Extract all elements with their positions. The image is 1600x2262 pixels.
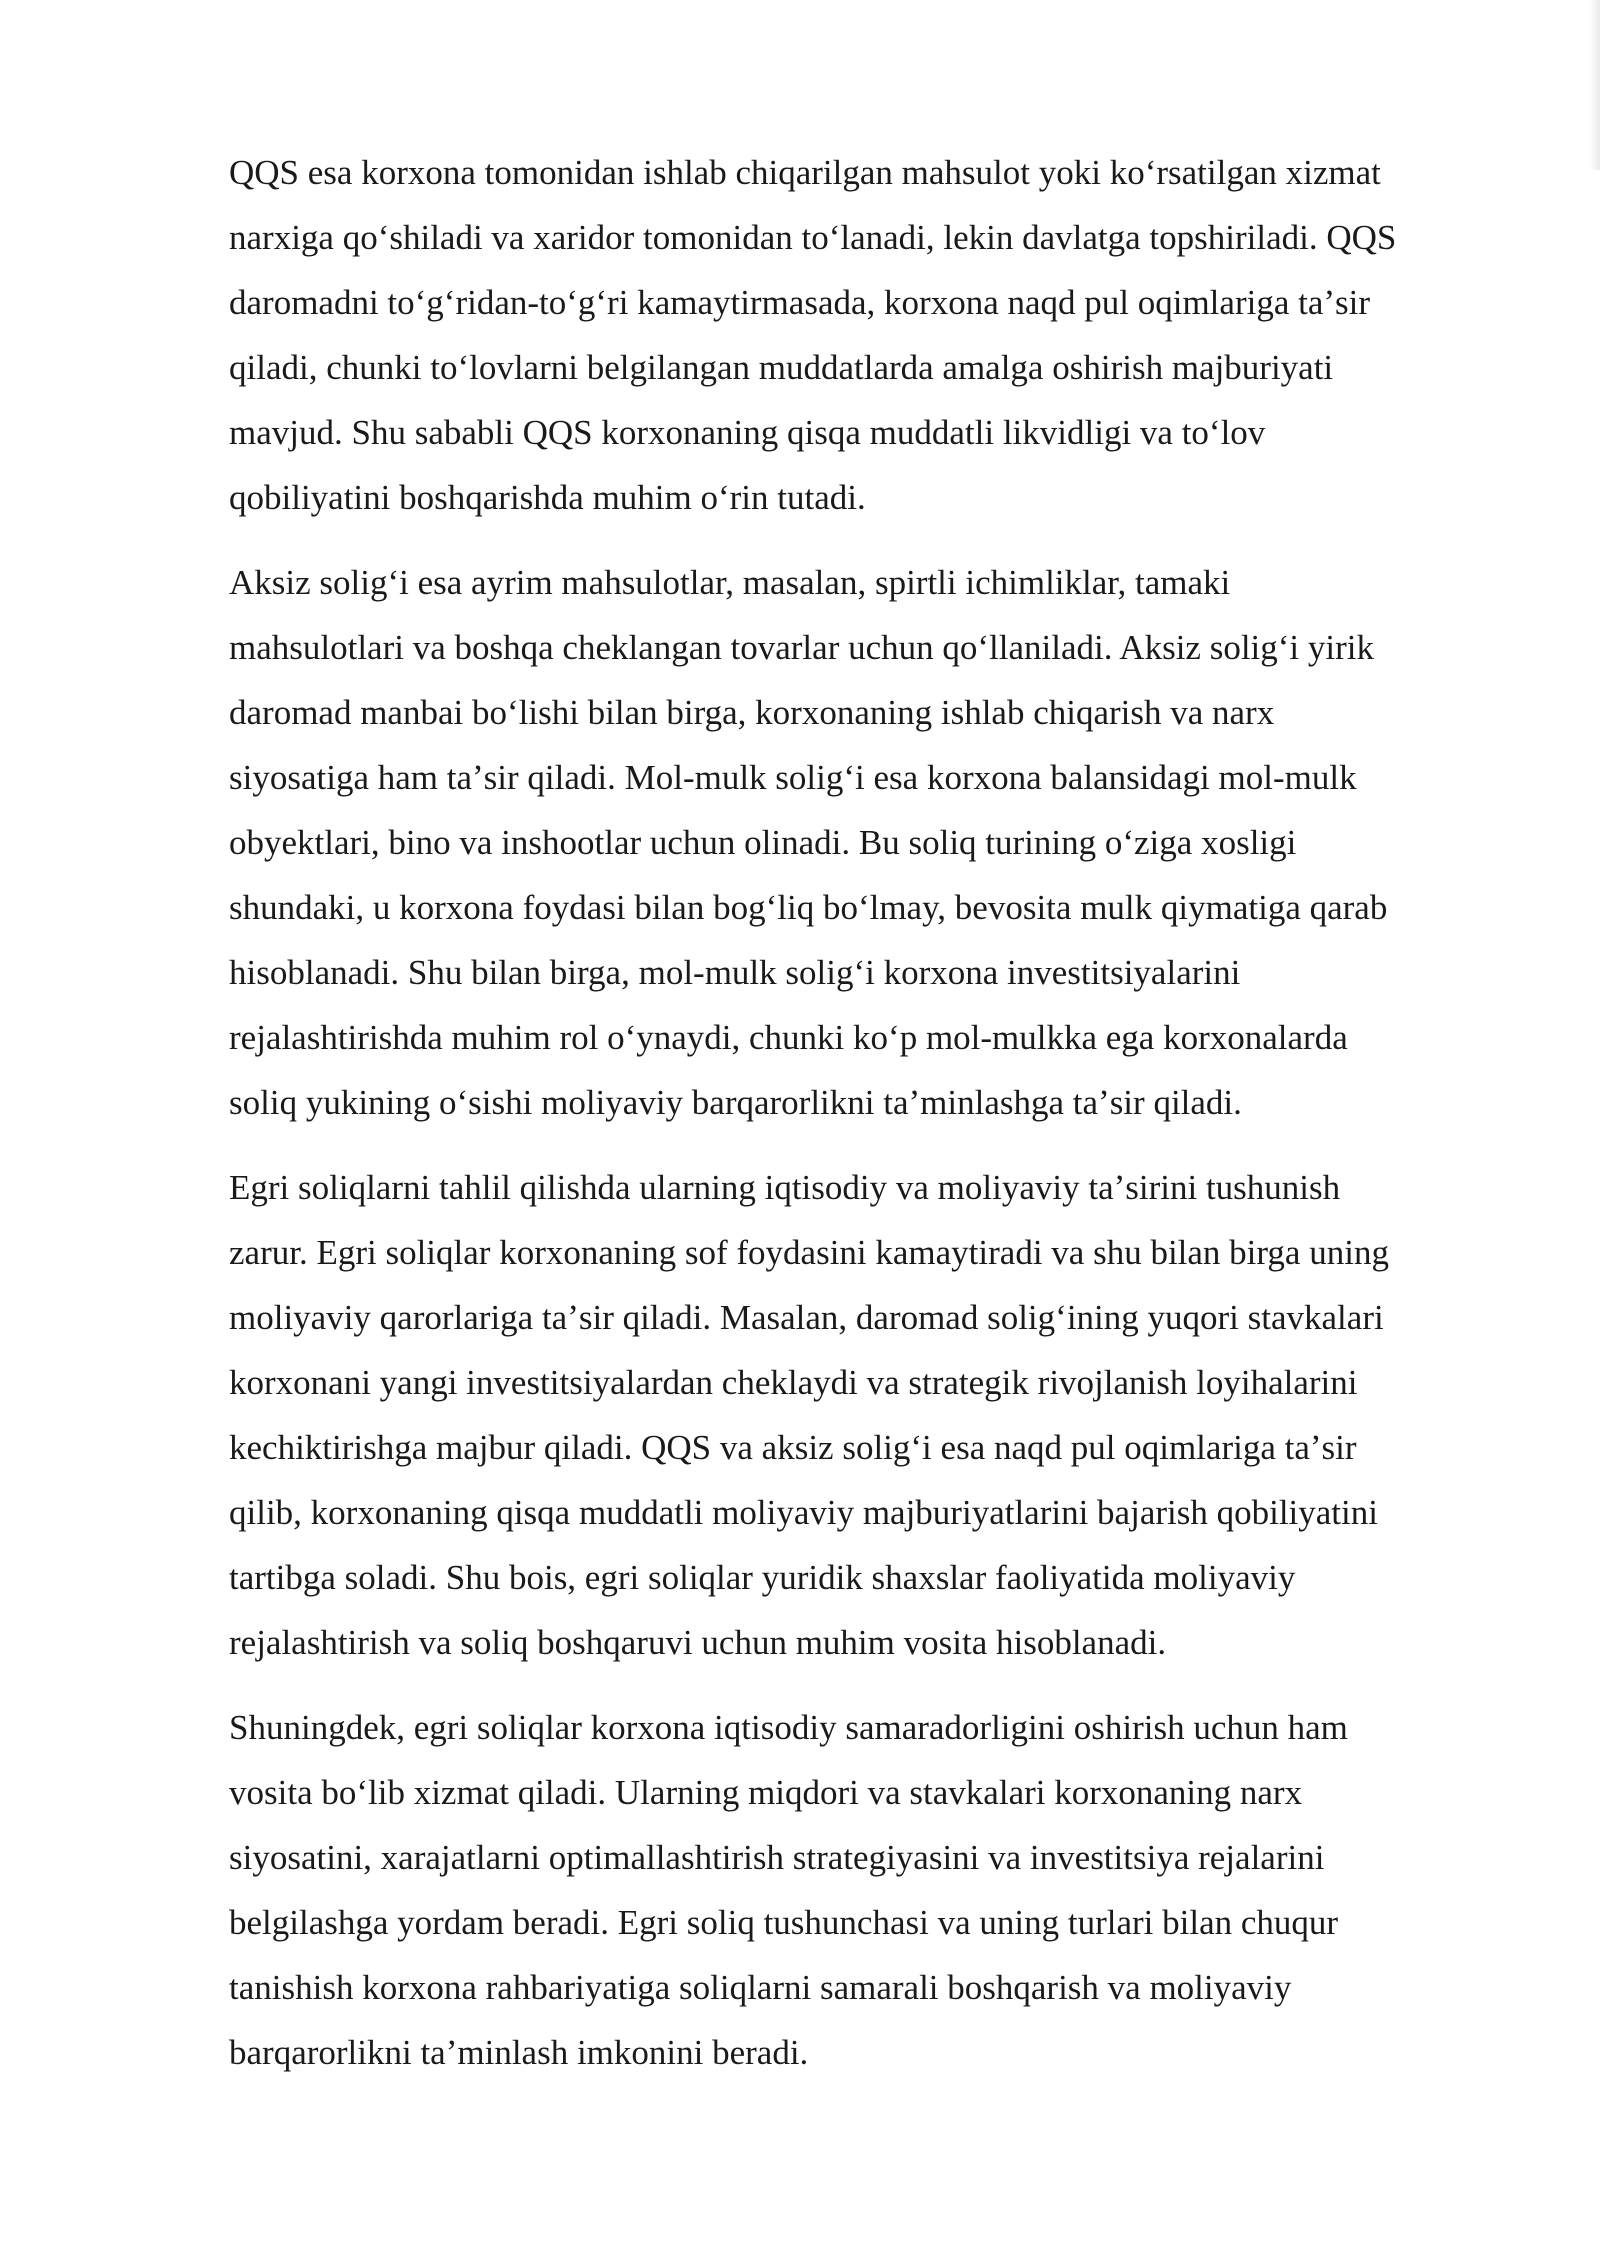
paragraph-egri-soliqlar-samaradorlik: Shuningdek, egri soliqlar korxona iqtisodiy samaradorligini oshirish uchun ham vosita boʻlib xizmat qiladi. Ularning miqdori va stavkalari korxonaning narx siyosatini, xarajatlarni optimallashtirish strategiyasini va investitsiya rejalarini belgilashga yordam beradi. Egri soliq tushunchasi va uning turlari bilan chuqur tanishish korxona rahbariyatiga soliqlarni samarali boshqarish va moliyaviy barqarorlikni taʼminlash imkonini beradi. (229, 1708, 1348, 2072)
paragraph-aksiz-soligi: Aksiz soligʻi esa ayrim mahsulotlar, masalan, spirtli ichimliklar, tamaki mahsulotlari va boshqa cheklangan tovarlar uchun qoʻllaniladi. Aksiz soligʻi yirik daromad manbai boʻlishi bilan birga, korxonaning ishlab chiqarish va narx siyosatiga ham taʼsir qiladi. Mol-mulk soligʻi esa korxona balansidagi mol-mulk obyektlari, bino va inshootlar uchun olinadi. Bu soliq turining oʻziga xosligi shundaki, u korxona foydasi bilan bogʻliq boʻlmay, bevosita mulk qiymatiga qarab hisoblanadi. Shu bilan birga, mol-mulk soligʻi korxona investitsiyalarini rejalashtirishda muhim rol oʻynaydi, chunki koʻp mol-mulkka ega korxonalarda soliq yukining oʻsishi moliyaviy barqarorlikni taʼminlashga taʼsir qiladi. (229, 563, 1388, 1122)
paragraph-egri-soliqlar-tahlili: Egri soliqlarni tahlil qilishda ularning iqtisodiy va moliyaviy taʼsirini tushunish zarur. Egri soliqlar korxonaning sof foydasini kamaytiradi va shu bilan birga uning moliyaviy qarorlariga taʼsir qiladi. Masalan, daromad soligʻining yuqori stavkalari korxonani yangi investitsiyalardan cheklaydi va strategik rivojlanish loyihalarini kechiktirishga majbur qiladi. QQS va aksiz soligʻi esa naqd pul oqimlariga taʼsir qilib, korxonaning qisqa muddatli moliyaviy majburiyatlarini bajarish qobiliyatini tartibga soladi. Shu bois, egri soliqlar yuridik shaxslar faoliyatida moliyaviy rejalashtirish va soliq boshqaruvi uchun muhim vosita hisoblanadi. (229, 1168, 1389, 1662)
document-body (229, 140, 1491, 2105)
paragraph-qqs: QQS esa korxona tomonidan ishlab chiqarilgan mahsulot yoki koʻrsatilgan xizmat narxiga qoʻshiladi va xaridor tomonidan toʻlanadi, lekin davlatga topshiriladi. QQS daromadni toʻgʻridan-toʻgʻri kamaytirmasada, korxona naqd pul oqimlariga taʼsir qiladi, chunki toʻlovlarni belgilangan muddatlarda amalga oshirish majburiyati mavjud. Shu sababli QQS korxonaning qisqa muddatli likvidligi va toʻlov qobiliyatini boshqarishda muhim oʻrin tutadi. (229, 153, 1397, 517)
page-edge-shadow (1590, 0, 1600, 170)
